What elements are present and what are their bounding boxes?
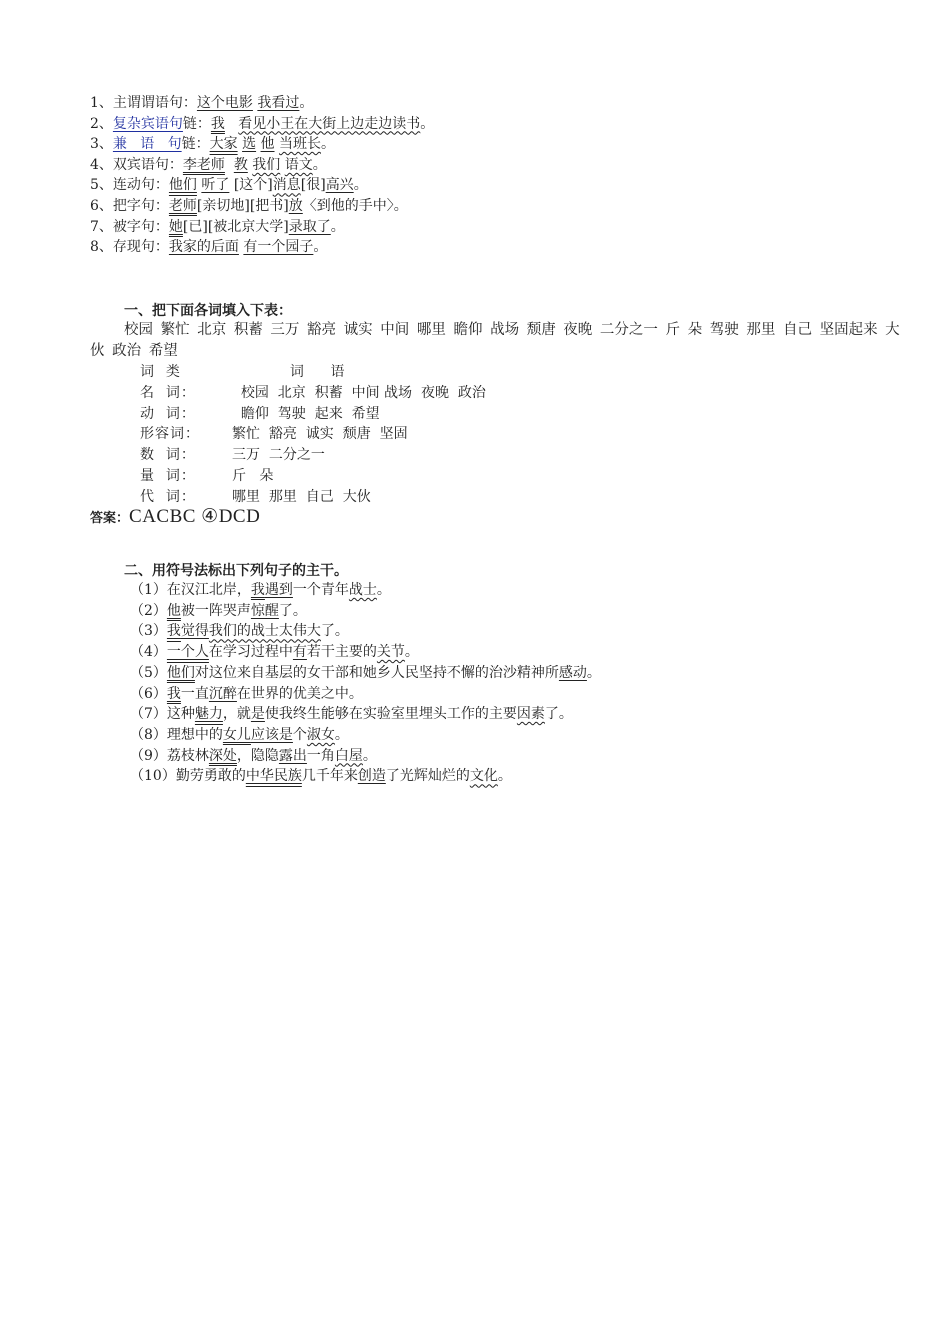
sentence-fragment: 〈到他的手中〉。	[302, 197, 408, 214]
sentence-fragment: 淑女	[306, 726, 335, 743]
sentence-fragment: 使我终生能够在实验室里埋头工作的主要	[264, 706, 517, 723]
sentence-fragment: 个	[292, 726, 307, 743]
sentence-fragment: 。	[299, 95, 314, 111]
sentence-fragment: 看见小王在大街上边走边读书	[238, 115, 421, 132]
sentence-fragment: 他们	[168, 177, 197, 194]
sentence-fragment: （9）荔枝林	[130, 747, 209, 764]
sentence-type-row	[90, 155, 434, 176]
sentence-fragment: 。	[313, 239, 328, 256]
sentence-fragment: 他	[260, 136, 275, 153]
sentence-types-list	[90, 93, 434, 258]
sentence-fragment: 战士	[348, 582, 377, 598]
sentence-fragment: 。	[586, 664, 601, 681]
sentence-fragment: （2）	[130, 602, 167, 619]
sentence-fragment: 她	[168, 218, 183, 235]
word-class-label: 量 词：	[140, 467, 196, 484]
sentence-fragment: 白屋	[334, 747, 363, 764]
sentence-type-name: 双宾语句：	[112, 156, 183, 173]
sentence-fragment	[225, 157, 234, 173]
sentence-fragment: 放	[288, 197, 303, 214]
sentence-type-name: 连动句：	[112, 177, 169, 194]
word-class-values: 繁忙 豁亮 诚实 颓唐 坚固	[232, 426, 408, 443]
analysis-sentence	[130, 684, 601, 705]
sentence-fragment: 一个青年	[292, 582, 349, 598]
row-number: 3、	[90, 136, 113, 153]
sentence-type-row	[90, 237, 434, 258]
sentence-fragment: 我家的后面	[168, 239, 239, 256]
word-class-row	[140, 383, 486, 404]
sentence-fragment: （8）理想中的	[130, 726, 223, 743]
word-class-row	[140, 404, 486, 425]
row-number: 8、	[90, 239, 113, 256]
analysis-sentence	[130, 642, 601, 663]
sentence-fragment: （7）这种	[130, 706, 195, 723]
sentence-fragment: 。	[353, 177, 368, 194]
sentence-fragment: （1）在汉江北岸，	[130, 582, 251, 598]
analysis-sentence	[130, 601, 601, 622]
analysis-sentence	[130, 663, 601, 684]
sentence-fragment: 。	[362, 747, 377, 764]
sentence-fragment: 我	[166, 685, 181, 702]
word-class-row	[140, 445, 486, 466]
sentence-fragment: ，隐隐	[236, 747, 279, 764]
word-class-label: 形容词：	[140, 426, 200, 443]
sentence-fragment: 中华民族	[245, 768, 302, 785]
word-class-row	[140, 424, 486, 445]
word-class-row	[140, 362, 486, 383]
word-class-values: 词 语	[232, 364, 345, 380]
sentence-fragment: 一角	[306, 747, 335, 764]
word-class-row	[140, 466, 486, 487]
sentence-fragment: 魅力	[194, 706, 223, 723]
sentence-fragment: 选	[242, 136, 257, 153]
sentence-fragment: 链：	[181, 136, 210, 153]
row-number: 5、	[90, 177, 113, 194]
sentence-fragment: 沉醉	[208, 685, 237, 702]
word-class-label: 名 词：	[140, 384, 196, 401]
word-class-table	[140, 362, 486, 508]
sentence-fragment: 一直	[180, 685, 209, 702]
row-number: 4、	[90, 156, 113, 173]
sentence-fragment: 。	[420, 115, 435, 132]
sentence-fragment: 我	[250, 582, 265, 598]
sentence-fragment: 我	[210, 115, 225, 132]
sentence-fragment: 了。	[320, 623, 349, 640]
sentence-fragment: 一个人	[166, 644, 209, 661]
sentence-fragment: 这个电影	[196, 95, 253, 111]
sentence-fragment: 有	[292, 644, 307, 661]
sentence-fragment: 感动	[558, 664, 587, 681]
sentence-fragment: 是	[250, 706, 265, 723]
sentence-fragment: （5）	[130, 664, 167, 681]
sentence-fragment: 录取了	[288, 218, 331, 235]
analysis-sentence	[130, 621, 601, 642]
sentence-fragment: 。	[404, 644, 419, 661]
answer-value: CACBC ④DCD	[129, 506, 261, 527]
sentence-list	[130, 580, 601, 787]
sentence-type-row	[90, 196, 434, 217]
sentence-fragment: 当班长	[278, 136, 321, 153]
sentence-fragment: 有一个园子	[243, 239, 314, 256]
sentence-fragment: 李老师	[182, 156, 225, 173]
row-number: 2、	[90, 115, 113, 132]
word-class-values: 斤 朵	[232, 467, 274, 484]
sentence-fragment: （4）	[130, 644, 167, 661]
sentence-fragment: 深处	[208, 747, 237, 764]
sentence-fragment: [这个]	[229, 177, 273, 194]
sentence-fragment: 我看过	[257, 95, 300, 111]
sentence-fragment: 复杂宾语句	[112, 115, 183, 132]
section1-title: 一、把下面各词填入下表：	[124, 303, 292, 319]
sentence-fragment: 消息	[272, 177, 301, 194]
sentence-fragment: 我	[166, 623, 181, 640]
sentence-fragment	[225, 116, 238, 132]
sentence-fragment: 关节	[376, 644, 405, 661]
word-class-label: 动 词：	[140, 405, 196, 422]
sentence-fragment: 文化	[469, 768, 498, 785]
sentence-type-name: 被字句：	[112, 218, 169, 235]
sentence-fragment: 因素	[516, 706, 545, 723]
sentence-fragment: 在学习过程中	[208, 644, 293, 661]
sentence-fragment: 老师	[168, 197, 197, 214]
sentence-fragment: （6）	[130, 685, 167, 702]
sentence-fragment: 若干主要的	[306, 644, 377, 661]
sentence-fragment: 了。	[544, 706, 573, 723]
sentence-fragment: 教	[233, 156, 248, 173]
answer-label: 答案：	[90, 511, 130, 526]
sentence-fragment: [已][被北京大学]	[182, 218, 289, 235]
sentence-fragment: 我们	[252, 156, 281, 173]
sentence-fragment: 语文	[284, 156, 313, 173]
word-class-values: 瞻仰 驾驶 起来 希望	[232, 405, 380, 422]
word-class-label: 代 词：	[140, 488, 196, 505]
answer-line	[90, 505, 260, 528]
sentence-fragment: 在世界的优美之中。	[236, 685, 363, 702]
sentence-type-name: 把字句：	[112, 197, 169, 214]
sentence-fragment: 高兴	[325, 177, 354, 194]
sentence-fragment: 。	[376, 582, 391, 598]
sentence-fragment: 遇到	[264, 582, 293, 598]
word-class-values: 三万 二分之一	[232, 447, 325, 464]
sentence-fragment: 了光辉灿烂的	[385, 768, 470, 785]
sentence-fragment: 链：	[182, 115, 211, 132]
sentence-fragment: [很]	[300, 177, 326, 194]
sentence-fragment: 。	[497, 768, 512, 785]
sentence-fragment: （3）	[130, 623, 167, 640]
row-number: 6、	[90, 197, 113, 214]
sentence-fragment: 。	[320, 136, 335, 153]
sentence-fragment: 。	[334, 726, 349, 743]
row-number: 7、	[90, 218, 113, 235]
analysis-sentence	[130, 704, 601, 725]
sentence-fragment: 我们的战士太伟大	[208, 623, 321, 640]
sentence-fragment: 几千年来	[301, 768, 358, 785]
word-class-values: 校园 北京 积蓄 中间 战场 夜晚 政治	[232, 384, 486, 401]
sentence-fragment: 露出	[278, 747, 307, 764]
sentence-type-row	[90, 93, 434, 114]
sentence-fragment: （10）勤劳勇敢的	[130, 768, 246, 785]
sentence-type-name: 主谓谓语句：	[112, 95, 197, 111]
section2-title: 二、用符号法标出下列句子的主干。	[124, 563, 348, 579]
sentence-fragment: 觉得	[180, 623, 209, 640]
word-list: 校园 繁忙 北京 积蓄 三万 豁亮 诚实 中间 哪里 瞻仰 战场 颓唐 夜晚 二分之一 斤 朵 驾驶 那里 自己 坚固起来 大伙 政治 希望	[90, 322, 900, 359]
sentence-fragment: 兼 语 句	[112, 136, 182, 153]
sentence-fragment: 他	[166, 602, 181, 619]
sentence-type-row	[90, 175, 434, 196]
analysis-sentence	[130, 580, 601, 601]
sentence-fragment: 被一阵哭声	[180, 602, 251, 619]
sentence-fragment: 对这位来自基层的女干部和她乡人民坚持不懈的治沙精神所	[194, 664, 559, 681]
row-number: 1、	[90, 95, 113, 111]
sentence-type-row	[90, 134, 434, 155]
sentence-type-name: 存现句：	[112, 239, 169, 256]
sentence-fragment: 大家	[209, 136, 238, 153]
sentence-fragment: 他们	[166, 664, 195, 681]
analysis-sentence	[130, 725, 601, 746]
sentence-fragment: 听了	[201, 177, 230, 194]
sentence-type-row	[90, 114, 434, 135]
sentence-type-row	[90, 217, 434, 238]
sentence-fragment: ，就	[222, 706, 251, 723]
analysis-sentence	[130, 766, 601, 787]
sentence-fragment: 惊醒	[250, 602, 279, 619]
word-class-values: 哪里 那里 自己 大伙	[232, 488, 371, 505]
sentence-fragment: [亲切地][把书]	[196, 197, 289, 214]
word-class-label: 数 词：	[140, 447, 196, 464]
sentence-fragment: 。	[330, 218, 345, 235]
analysis-sentence	[130, 746, 601, 767]
sentence-fragment: 女儿	[222, 726, 251, 743]
word-class-label: 词 类	[140, 364, 181, 380]
sentence-fragment: 。	[312, 156, 327, 173]
sentence-fragment: 应该是	[250, 726, 293, 743]
sentence-fragment: 了。	[278, 602, 307, 619]
sentence-fragment: 创造	[357, 768, 386, 785]
